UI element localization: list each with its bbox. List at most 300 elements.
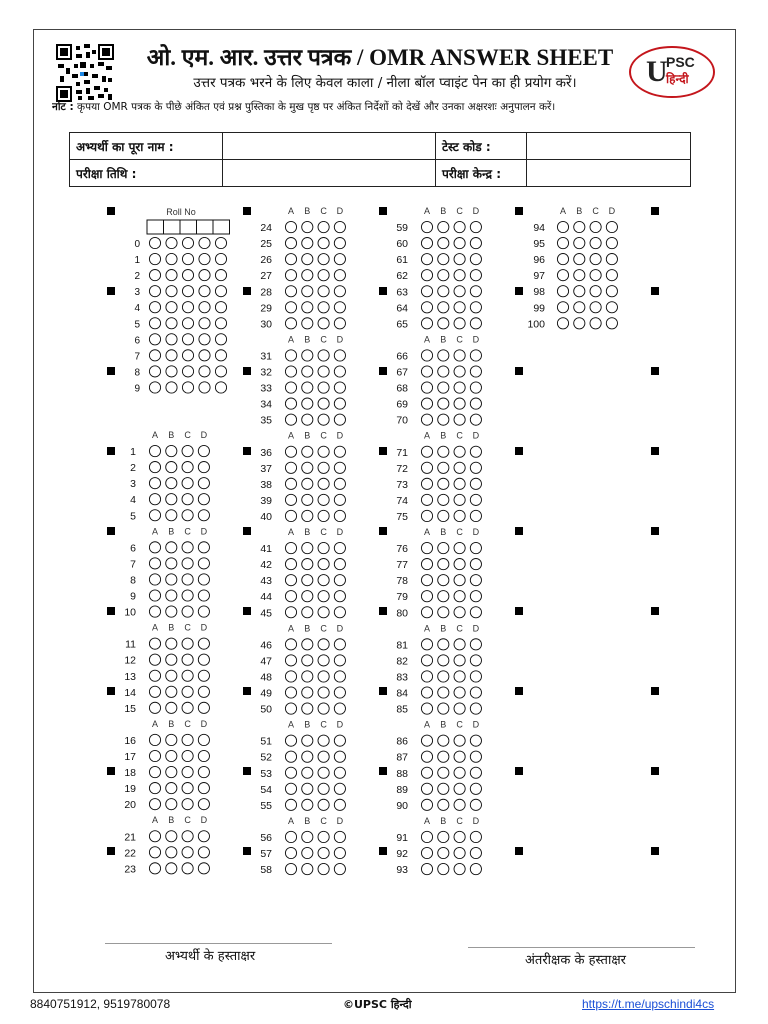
answer-bubble-b[interactable]	[438, 382, 449, 393]
answer-bubble-d[interactable]	[334, 751, 345, 762]
answer-bubble-d[interactable]	[470, 863, 481, 874]
answer-bubble-c[interactable]	[454, 542, 465, 553]
answer-bubble-a[interactable]	[285, 735, 296, 746]
roll-digit-bubble[interactable]	[149, 350, 160, 361]
answer-bubble-d[interactable]	[470, 559, 481, 570]
answer-bubble-c[interactable]	[454, 318, 465, 329]
roll-digit-bubble[interactable]	[166, 270, 177, 281]
answer-bubble-b[interactable]	[302, 735, 313, 746]
answer-bubble-a[interactable]	[285, 767, 296, 778]
answer-bubble-b[interactable]	[302, 751, 313, 762]
answer-bubble-d[interactable]	[470, 542, 481, 553]
answer-bubble-a[interactable]	[421, 767, 432, 778]
answer-bubble-d[interactable]	[470, 462, 481, 473]
roll-digit-bubble[interactable]	[199, 302, 210, 313]
roll-digit-bubble[interactable]	[199, 366, 210, 377]
answer-bubble-d[interactable]	[334, 221, 345, 232]
roll-digit-bubble[interactable]	[166, 334, 177, 345]
answer-bubble-b[interactable]	[438, 542, 449, 553]
answer-bubble-a[interactable]	[421, 350, 432, 361]
answer-bubble-a[interactable]	[285, 350, 296, 361]
answer-bubble-a[interactable]	[557, 237, 568, 248]
answer-bubble-a[interactable]	[557, 254, 568, 265]
answer-bubble-a[interactable]	[285, 414, 296, 425]
answer-bubble-c[interactable]	[318, 494, 329, 505]
answer-bubble-a[interactable]	[421, 414, 432, 425]
answer-bubble-d[interactable]	[198, 702, 209, 713]
answer-bubble-b[interactable]	[302, 398, 313, 409]
answer-bubble-a[interactable]	[285, 751, 296, 762]
roll-digit-bubble[interactable]	[215, 318, 226, 329]
answer-bubble-a[interactable]	[285, 302, 296, 313]
answer-bubble-d[interactable]	[198, 542, 209, 553]
roll-digit-bubble[interactable]	[215, 366, 226, 377]
answer-bubble-a[interactable]	[149, 863, 160, 874]
telegram-link[interactable]: https://t.me/upschindi4cs	[582, 997, 715, 1011]
answer-bubble-b[interactable]	[166, 494, 177, 505]
roll-digit-bubble[interactable]	[182, 286, 193, 297]
roll-digit-bubble[interactable]	[166, 286, 177, 297]
answer-bubble-a[interactable]	[285, 687, 296, 698]
answer-bubble-c[interactable]	[318, 847, 329, 858]
answer-bubble-b[interactable]	[438, 270, 449, 281]
answer-bubble-c[interactable]	[318, 270, 329, 281]
answer-bubble-a[interactable]	[285, 382, 296, 393]
answer-bubble-c[interactable]	[318, 462, 329, 473]
answer-bubble-c[interactable]	[318, 318, 329, 329]
answer-bubble-b[interactable]	[574, 270, 585, 281]
answer-bubble-d[interactable]	[606, 270, 617, 281]
roll-digit-bubble[interactable]	[166, 350, 177, 361]
answer-bubble-d[interactable]	[470, 510, 481, 521]
answer-bubble-c[interactable]	[454, 382, 465, 393]
answer-bubble-b[interactable]	[166, 558, 177, 569]
answer-bubble-b[interactable]	[438, 767, 449, 778]
roll-no-box[interactable]	[180, 220, 197, 234]
answer-bubble-a[interactable]	[421, 655, 432, 666]
answer-bubble-b[interactable]	[166, 863, 177, 874]
answer-bubble-b[interactable]	[302, 799, 313, 810]
answer-bubble-d[interactable]	[198, 670, 209, 681]
answer-bubble-a[interactable]	[285, 831, 296, 842]
answer-bubble-b[interactable]	[438, 510, 449, 521]
answer-bubble-b[interactable]	[574, 254, 585, 265]
answer-bubble-d[interactable]	[334, 687, 345, 698]
answer-bubble-b[interactable]	[438, 671, 449, 682]
answer-bubble-d[interactable]	[470, 254, 481, 265]
answer-bubble-c[interactable]	[454, 559, 465, 570]
answer-bubble-b[interactable]	[574, 237, 585, 248]
roll-digit-bubble[interactable]	[149, 237, 160, 248]
answer-bubble-b[interactable]	[302, 831, 313, 842]
answer-bubble-a[interactable]	[149, 542, 160, 553]
answer-bubble-b[interactable]	[166, 831, 177, 842]
answer-bubble-d[interactable]	[470, 687, 481, 698]
answer-bubble-d[interactable]	[198, 478, 209, 489]
answer-bubble-a[interactable]	[285, 671, 296, 682]
answer-bubble-a[interactable]	[285, 575, 296, 586]
answer-bubble-b[interactable]	[302, 221, 313, 232]
answer-bubble-c[interactable]	[318, 238, 329, 249]
answer-bubble-c[interactable]	[318, 286, 329, 297]
answer-bubble-a[interactable]	[421, 799, 432, 810]
answer-bubble-c[interactable]	[318, 510, 329, 521]
answer-bubble-a[interactable]	[421, 671, 432, 682]
answer-bubble-d[interactable]	[334, 462, 345, 473]
answer-bubble-c[interactable]	[318, 799, 329, 810]
answer-bubble-d[interactable]	[334, 254, 345, 265]
answer-bubble-d[interactable]	[334, 302, 345, 313]
answer-bubble-d[interactable]	[470, 783, 481, 794]
answer-bubble-b[interactable]	[166, 445, 177, 456]
answer-bubble-b[interactable]	[166, 686, 177, 697]
answer-bubble-d[interactable]	[334, 542, 345, 553]
answer-bubble-b[interactable]	[438, 238, 449, 249]
answer-bubble-b[interactable]	[438, 783, 449, 794]
answer-bubble-b[interactable]	[438, 414, 449, 425]
answer-bubble-d[interactable]	[606, 221, 617, 232]
answer-bubble-c[interactable]	[454, 831, 465, 842]
answer-bubble-d[interactable]	[334, 863, 345, 874]
answer-bubble-b[interactable]	[302, 270, 313, 281]
roll-digit-bubble[interactable]	[149, 302, 160, 313]
answer-bubble-b[interactable]	[166, 734, 177, 745]
roll-digit-bubble[interactable]	[149, 334, 160, 345]
roll-digit-bubble[interactable]	[215, 253, 226, 264]
answer-bubble-d[interactable]	[334, 607, 345, 618]
answer-bubble-b[interactable]	[302, 302, 313, 313]
answer-bubble-a[interactable]	[421, 863, 432, 874]
answer-bubble-a[interactable]	[421, 382, 432, 393]
answer-bubble-a[interactable]	[421, 703, 432, 714]
answer-bubble-a[interactable]	[421, 398, 432, 409]
answer-bubble-d[interactable]	[334, 799, 345, 810]
answer-bubble-a[interactable]	[285, 238, 296, 249]
answer-bubble-b[interactable]	[302, 591, 313, 602]
answer-bubble-d[interactable]	[334, 591, 345, 602]
answer-bubble-a[interactable]	[149, 494, 160, 505]
roll-digit-bubble[interactable]	[199, 286, 210, 297]
answer-bubble-c[interactable]	[590, 221, 601, 232]
answer-bubble-c[interactable]	[318, 221, 329, 232]
answer-bubble-b[interactable]	[302, 783, 313, 794]
answer-bubble-c[interactable]	[454, 767, 465, 778]
answer-bubble-d[interactable]	[334, 494, 345, 505]
answer-bubble-c[interactable]	[454, 366, 465, 377]
answer-bubble-c[interactable]	[454, 446, 465, 457]
roll-digit-bubble[interactable]	[166, 237, 177, 248]
answer-bubble-c[interactable]	[182, 510, 193, 521]
answer-bubble-c[interactable]	[182, 670, 193, 681]
answer-bubble-a[interactable]	[421, 318, 432, 329]
answer-bubble-b[interactable]	[302, 847, 313, 858]
answer-bubble-d[interactable]	[470, 847, 481, 858]
answer-bubble-a[interactable]	[421, 575, 432, 586]
answer-bubble-a[interactable]	[285, 462, 296, 473]
answer-bubble-a[interactable]	[149, 574, 160, 585]
answer-bubble-d[interactable]	[334, 446, 345, 457]
answer-bubble-d[interactable]	[334, 575, 345, 586]
answer-bubble-c[interactable]	[318, 382, 329, 393]
answer-bubble-a[interactable]	[149, 734, 160, 745]
answer-bubble-b[interactable]	[302, 639, 313, 650]
answer-bubble-b[interactable]	[438, 559, 449, 570]
answer-bubble-d[interactable]	[334, 703, 345, 714]
answer-bubble-c[interactable]	[590, 237, 601, 248]
answer-bubble-d[interactable]	[470, 494, 481, 505]
answer-bubble-d[interactable]	[470, 655, 481, 666]
answer-bubble-a[interactable]	[421, 221, 432, 232]
answer-bubble-d[interactable]	[470, 767, 481, 778]
answer-bubble-d[interactable]	[198, 766, 209, 777]
answer-bubble-a[interactable]	[421, 783, 432, 794]
answer-bubble-a[interactable]	[149, 750, 160, 761]
answer-bubble-c[interactable]	[182, 847, 193, 858]
roll-digit-bubble[interactable]	[149, 253, 160, 264]
answer-bubble-b[interactable]	[438, 494, 449, 505]
answer-bubble-a[interactable]	[421, 270, 432, 281]
answer-bubble-c[interactable]	[454, 799, 465, 810]
answer-bubble-c[interactable]	[454, 221, 465, 232]
answer-bubble-d[interactable]	[470, 414, 481, 425]
answer-bubble-b[interactable]	[166, 702, 177, 713]
answer-bubble-d[interactable]	[470, 446, 481, 457]
answer-bubble-c[interactable]	[318, 414, 329, 425]
answer-bubble-c[interactable]	[454, 671, 465, 682]
answer-bubble-b[interactable]	[302, 687, 313, 698]
answer-bubble-b[interactable]	[166, 606, 177, 617]
answer-bubble-a[interactable]	[421, 735, 432, 746]
answer-bubble-d[interactable]	[470, 302, 481, 313]
answer-bubble-a[interactable]	[149, 510, 160, 521]
roll-digit-bubble[interactable]	[149, 382, 160, 393]
answer-bubble-a[interactable]	[149, 847, 160, 858]
answer-bubble-d[interactable]	[334, 398, 345, 409]
answer-bubble-c[interactable]	[318, 591, 329, 602]
roll-digit-bubble[interactable]	[166, 302, 177, 313]
answer-bubble-b[interactable]	[166, 799, 177, 810]
answer-bubble-c[interactable]	[454, 783, 465, 794]
answer-bubble-a[interactable]	[285, 510, 296, 521]
answer-bubble-b[interactable]	[166, 510, 177, 521]
answer-bubble-c[interactable]	[182, 462, 193, 473]
answer-bubble-c[interactable]	[454, 462, 465, 473]
answer-bubble-a[interactable]	[421, 238, 432, 249]
answer-bubble-a[interactable]	[149, 670, 160, 681]
answer-bubble-c[interactable]	[182, 750, 193, 761]
answer-bubble-b[interactable]	[438, 398, 449, 409]
answer-bubble-b[interactable]	[438, 446, 449, 457]
answer-bubble-d[interactable]	[334, 783, 345, 794]
answer-bubble-c[interactable]	[318, 655, 329, 666]
answer-bubble-b[interactable]	[302, 607, 313, 618]
answer-bubble-b[interactable]	[438, 655, 449, 666]
answer-bubble-a[interactable]	[557, 221, 568, 232]
answer-bubble-b[interactable]	[302, 382, 313, 393]
answer-bubble-d[interactable]	[198, 686, 209, 697]
answer-bubble-a[interactable]	[285, 254, 296, 265]
answer-bubble-c[interactable]	[454, 494, 465, 505]
answer-bubble-c[interactable]	[318, 478, 329, 489]
answer-bubble-b[interactable]	[166, 638, 177, 649]
answer-bubble-b[interactable]	[302, 863, 313, 874]
answer-bubble-d[interactable]	[198, 574, 209, 585]
answer-bubble-c[interactable]	[454, 238, 465, 249]
answer-bubble-d[interactable]	[470, 366, 481, 377]
answer-bubble-c[interactable]	[182, 654, 193, 665]
answer-bubble-c[interactable]	[454, 591, 465, 602]
answer-bubble-c[interactable]	[318, 607, 329, 618]
roll-digit-bubble[interactable]	[182, 366, 193, 377]
answer-bubble-c[interactable]	[454, 847, 465, 858]
answer-bubble-c[interactable]	[454, 735, 465, 746]
answer-bubble-c[interactable]	[590, 286, 601, 297]
answer-bubble-b[interactable]	[438, 221, 449, 232]
answer-bubble-a[interactable]	[285, 639, 296, 650]
answer-bubble-c[interactable]	[454, 350, 465, 361]
answer-bubble-b[interactable]	[166, 478, 177, 489]
answer-bubble-d[interactable]	[470, 735, 481, 746]
answer-bubble-b[interactable]	[302, 671, 313, 682]
answer-bubble-a[interactable]	[285, 478, 296, 489]
answer-bubble-b[interactable]	[438, 607, 449, 618]
answer-bubble-c[interactable]	[182, 542, 193, 553]
roll-digit-bubble[interactable]	[199, 334, 210, 345]
answer-bubble-a[interactable]	[557, 318, 568, 329]
answer-bubble-a[interactable]	[149, 766, 160, 777]
answer-bubble-d[interactable]	[334, 831, 345, 842]
answer-bubble-b[interactable]	[302, 350, 313, 361]
roll-digit-bubble[interactable]	[166, 318, 177, 329]
roll-digit-bubble[interactable]	[215, 302, 226, 313]
answer-bubble-d[interactable]	[334, 671, 345, 682]
answer-bubble-a[interactable]	[421, 462, 432, 473]
answer-bubble-b[interactable]	[166, 766, 177, 777]
answer-bubble-c[interactable]	[182, 558, 193, 569]
answer-bubble-c[interactable]	[318, 542, 329, 553]
answer-bubble-b[interactable]	[438, 639, 449, 650]
answer-bubble-b[interactable]	[438, 831, 449, 842]
answer-bubble-c[interactable]	[318, 559, 329, 570]
answer-bubble-b[interactable]	[302, 655, 313, 666]
roll-digit-bubble[interactable]	[166, 253, 177, 264]
answer-bubble-c[interactable]	[182, 574, 193, 585]
answer-bubble-a[interactable]	[285, 366, 296, 377]
answer-bubble-a[interactable]	[421, 446, 432, 457]
answer-bubble-d[interactable]	[334, 847, 345, 858]
answer-bubble-c[interactable]	[454, 607, 465, 618]
answer-bubble-a[interactable]	[557, 270, 568, 281]
answer-bubble-c[interactable]	[182, 799, 193, 810]
answer-bubble-b[interactable]	[438, 318, 449, 329]
answer-bubble-a[interactable]	[421, 559, 432, 570]
answer-bubble-d[interactable]	[470, 221, 481, 232]
answer-bubble-b[interactable]	[302, 286, 313, 297]
roll-digit-bubble[interactable]	[149, 286, 160, 297]
roll-digit-bubble[interactable]	[199, 350, 210, 361]
answer-bubble-a[interactable]	[285, 398, 296, 409]
answer-bubble-b[interactable]	[302, 238, 313, 249]
answer-bubble-a[interactable]	[421, 847, 432, 858]
roll-digit-bubble[interactable]	[182, 237, 193, 248]
answer-bubble-a[interactable]	[285, 542, 296, 553]
answer-bubble-a[interactable]	[285, 655, 296, 666]
answer-bubble-b[interactable]	[438, 462, 449, 473]
answer-bubble-d[interactable]	[198, 783, 209, 794]
answer-bubble-c[interactable]	[182, 766, 193, 777]
answer-bubble-d[interactable]	[606, 286, 617, 297]
answer-bubble-b[interactable]	[438, 799, 449, 810]
roll-digit-bubble[interactable]	[149, 318, 160, 329]
answer-bubble-c[interactable]	[454, 286, 465, 297]
answer-bubble-a[interactable]	[421, 286, 432, 297]
answer-bubble-d[interactable]	[198, 863, 209, 874]
answer-bubble-d[interactable]	[470, 318, 481, 329]
answer-bubble-b[interactable]	[166, 590, 177, 601]
answer-bubble-b[interactable]	[302, 478, 313, 489]
answer-bubble-d[interactable]	[470, 639, 481, 650]
answer-bubble-c[interactable]	[182, 783, 193, 794]
answer-bubble-d[interactable]	[470, 671, 481, 682]
answer-bubble-d[interactable]	[334, 414, 345, 425]
answer-bubble-d[interactable]	[470, 382, 481, 393]
answer-bubble-a[interactable]	[149, 783, 160, 794]
answer-bubble-b[interactable]	[166, 750, 177, 761]
answer-bubble-c[interactable]	[182, 734, 193, 745]
answer-bubble-d[interactable]	[334, 478, 345, 489]
answer-bubble-c[interactable]	[318, 639, 329, 650]
answer-bubble-b[interactable]	[302, 542, 313, 553]
answer-bubble-b[interactable]	[438, 254, 449, 265]
answer-bubble-d[interactable]	[470, 703, 481, 714]
roll-no-box[interactable]	[164, 220, 181, 234]
answer-bubble-d[interactable]	[334, 270, 345, 281]
answer-bubble-c[interactable]	[590, 318, 601, 329]
answer-bubble-b[interactable]	[302, 575, 313, 586]
answer-bubble-d[interactable]	[198, 510, 209, 521]
answer-bubble-d[interactable]	[198, 847, 209, 858]
answer-bubble-c[interactable]	[590, 254, 601, 265]
answer-bubble-d[interactable]	[470, 751, 481, 762]
roll-digit-bubble[interactable]	[182, 270, 193, 281]
answer-bubble-c[interactable]	[318, 302, 329, 313]
answer-bubble-d[interactable]	[334, 559, 345, 570]
roll-no-box[interactable]	[147, 220, 164, 234]
answer-bubble-b[interactable]	[438, 302, 449, 313]
roll-digit-bubble[interactable]	[166, 382, 177, 393]
roll-no-box[interactable]	[197, 220, 214, 234]
roll-digit-bubble[interactable]	[215, 270, 226, 281]
answer-bubble-d[interactable]	[198, 799, 209, 810]
answer-bubble-b[interactable]	[302, 254, 313, 265]
answer-bubble-b[interactable]	[438, 591, 449, 602]
roll-digit-bubble[interactable]	[199, 270, 210, 281]
answer-bubble-d[interactable]	[198, 558, 209, 569]
roll-digit-bubble[interactable]	[215, 350, 226, 361]
answer-bubble-c[interactable]	[318, 751, 329, 762]
answer-bubble-d[interactable]	[198, 494, 209, 505]
answer-bubble-a[interactable]	[557, 302, 568, 313]
answer-bubble-c[interactable]	[590, 302, 601, 313]
answer-bubble-c[interactable]	[454, 254, 465, 265]
answer-bubble-b[interactable]	[166, 462, 177, 473]
answer-bubble-d[interactable]	[470, 831, 481, 842]
answer-bubble-d[interactable]	[334, 382, 345, 393]
answer-bubble-d[interactable]	[606, 237, 617, 248]
roll-digit-bubble[interactable]	[199, 318, 210, 329]
answer-bubble-d[interactable]	[334, 735, 345, 746]
answer-bubble-d[interactable]	[198, 590, 209, 601]
